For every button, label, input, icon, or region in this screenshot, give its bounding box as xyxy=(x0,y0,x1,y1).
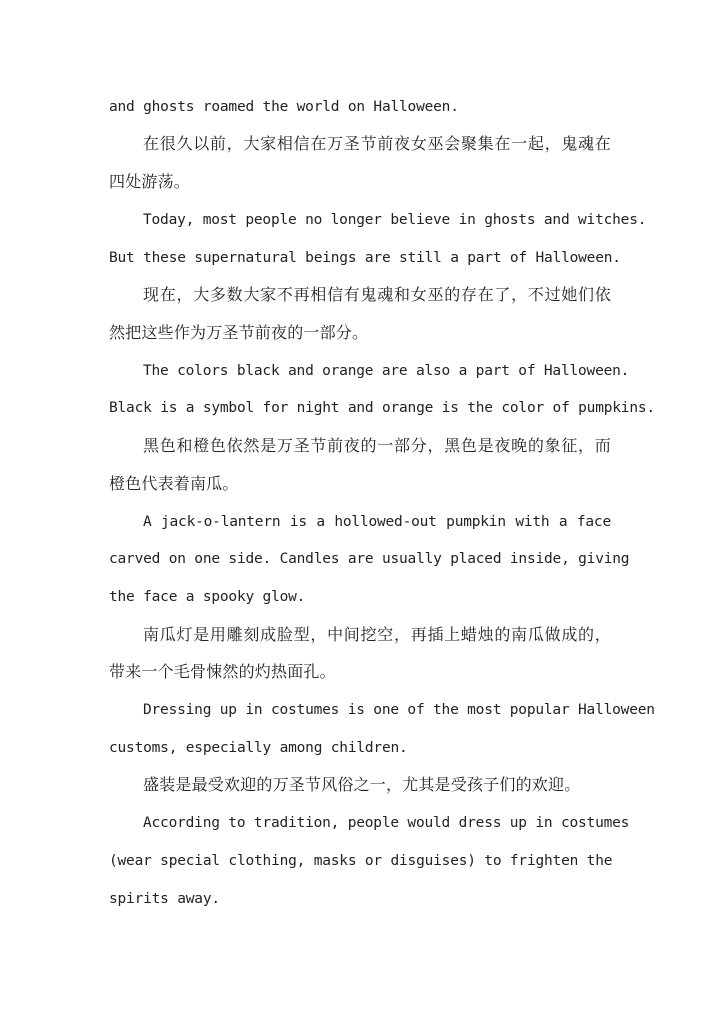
text-line: carved on one side. Candles are usually placed inside, giving xyxy=(109,551,630,567)
text-line: 四处游荡。 xyxy=(109,172,191,191)
text-line: 橙色代表着南瓜。 xyxy=(109,474,239,493)
text-line: customs, especially among children. xyxy=(109,740,408,756)
text-line: and ghosts roamed the world on Halloween. xyxy=(109,99,459,115)
text-line: Today, most people no longer believe in ghosts and witches. xyxy=(143,212,647,228)
text-line: 南瓜灯是用雕刻成脸型，中间挖空，再插上蜡烛的南瓜做成的， xyxy=(143,625,611,644)
text-line: The colors black and orange are also a part of Halloween. xyxy=(143,363,630,379)
text-line: spirits away. xyxy=(109,891,220,907)
text-line: 带来一个毛骨悚然的灼热面孔。 xyxy=(109,662,336,681)
text-line: A jack-o-lantern is a hollowed-out pumpkin with a face xyxy=(143,514,611,530)
text-line: 在很久以前，大家相信在万圣节前夜女巫会聚集在一起，鬼魂在 xyxy=(143,134,611,153)
text-line: the face a spooky glow. xyxy=(109,589,306,605)
text-line: 盛装是最受欢迎的万圣节风俗之一，尤其是受孩子们的欢迎。 xyxy=(143,775,581,794)
text-line: But these supernatural beings are still a part of Halloween. xyxy=(109,250,621,266)
text-line: According to tradition, people would dress up in costumes xyxy=(143,815,630,831)
text-line: Dressing up in costumes is one of the most popular Halloween xyxy=(143,702,655,718)
text-line: (wear special clothing, masks or disguises) to frighten the xyxy=(109,853,613,869)
text-line: 现在，大多数大家不再相信有鬼魂和女巫的存在了，不过她们依 xyxy=(143,285,611,304)
text-line: Black is a symbol for night and orange is the color of pumpkins. xyxy=(109,400,655,416)
text-line: 然把这些作为万圣节前夜的一部分。 xyxy=(109,323,369,342)
text-line: 黑色和橙色依然是万圣节前夜的一部分，黑色是夜晚的象征，而 xyxy=(143,436,611,455)
